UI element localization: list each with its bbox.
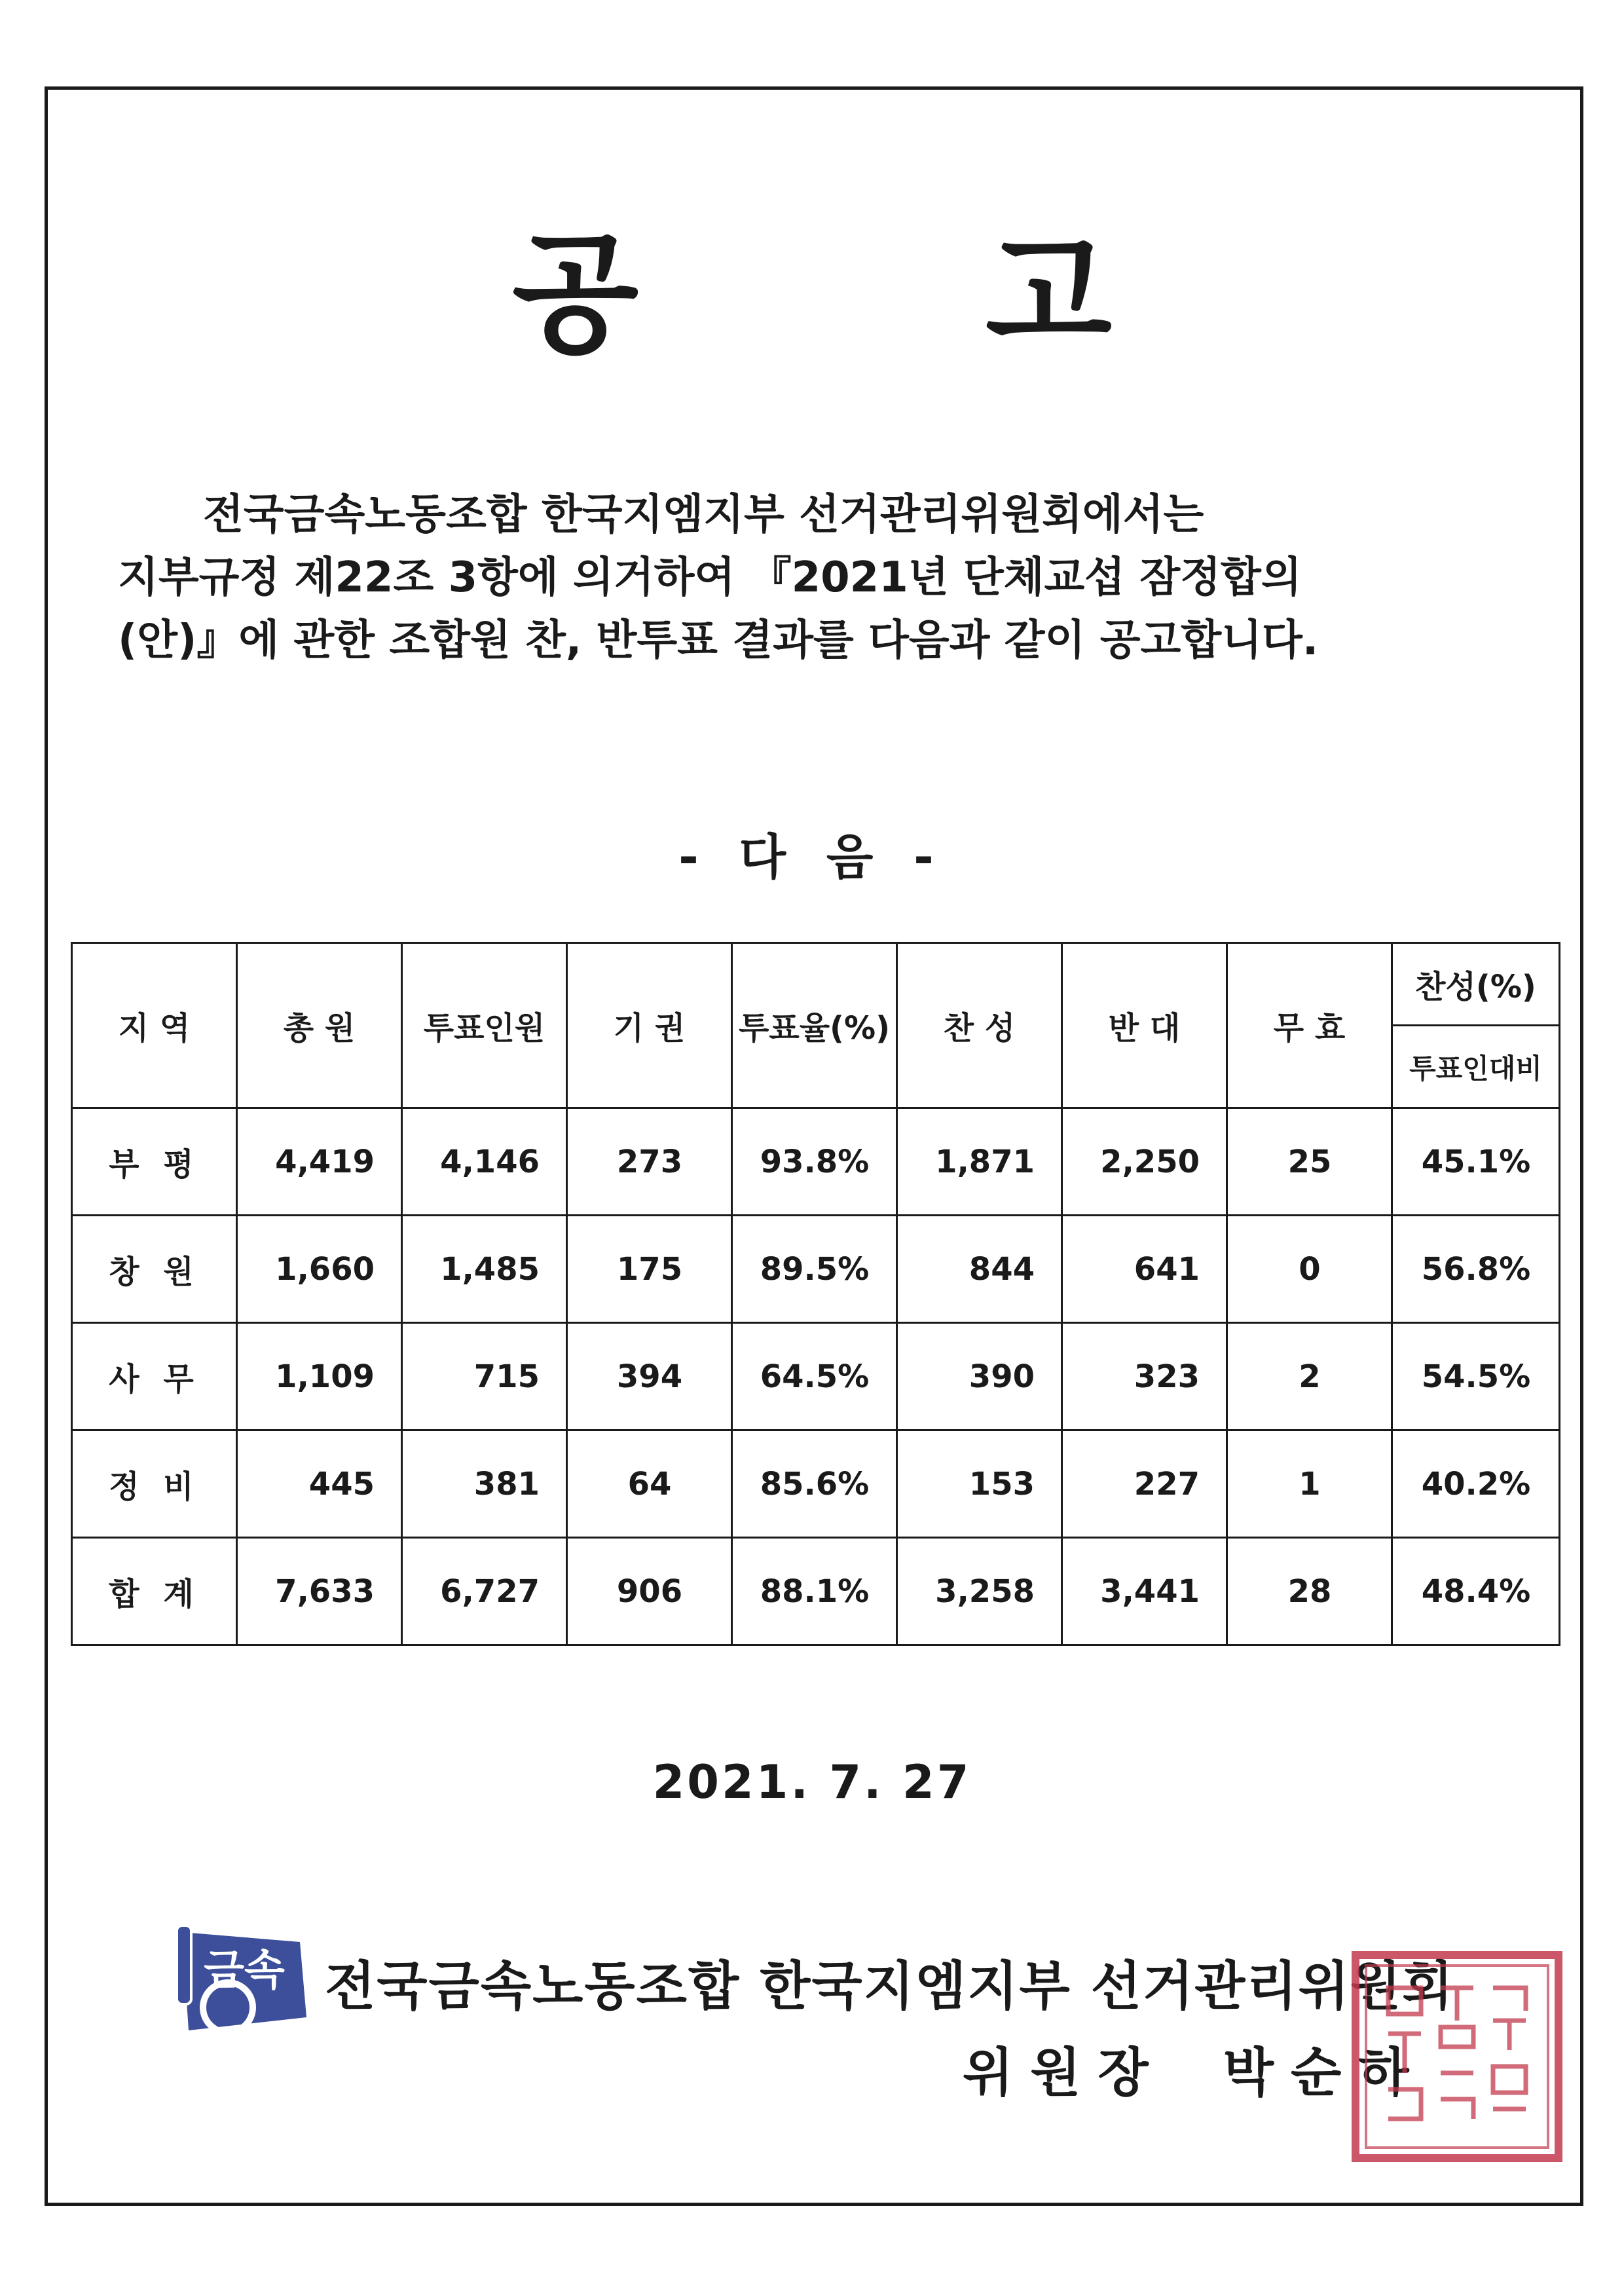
cell-yes: 3,258 bbox=[897, 1538, 1062, 1645]
table-row bbox=[72, 1430, 1560, 1538]
cell-no: 3,441 bbox=[1062, 1538, 1227, 1645]
cell-region: 창 원 bbox=[72, 1216, 237, 1323]
cell-yes: 1,871 bbox=[897, 1108, 1062, 1216]
cell-total: 445 bbox=[237, 1430, 402, 1538]
table-row bbox=[72, 1323, 1560, 1430]
cell-abstain: 273 bbox=[567, 1108, 732, 1216]
cell-total: 7,633 bbox=[237, 1538, 402, 1645]
cell-region: 정 비 bbox=[72, 1430, 237, 1538]
header-yes-pct: 찬성(%) bbox=[1392, 943, 1560, 1026]
cell-turnout: 85.6% bbox=[732, 1430, 897, 1538]
logo-text: 금속 bbox=[204, 1947, 285, 1995]
cell-turnout: 88.1% bbox=[732, 1538, 897, 1645]
header-yes: 찬 성 bbox=[897, 943, 1062, 1108]
header-invalid: 무 효 bbox=[1227, 943, 1392, 1108]
table-row bbox=[72, 1538, 1560, 1645]
body-line-2: 지부규정 제22조 3항에 의거하여 『2021년 단체교섭 잠정합의 bbox=[118, 553, 1302, 602]
signature-role: 위원장 bbox=[963, 2042, 1166, 2103]
table-row bbox=[72, 1108, 1560, 1216]
header-total: 총 원 bbox=[237, 943, 402, 1108]
cell-voters: 6,727 bbox=[402, 1538, 567, 1645]
cell-yes-pct: 40.2% bbox=[1392, 1430, 1560, 1538]
vote-results-table bbox=[71, 942, 1560, 1646]
cell-abstain: 394 bbox=[567, 1323, 732, 1430]
cell-abstain: 175 bbox=[567, 1216, 732, 1323]
cell-no: 641 bbox=[1062, 1216, 1227, 1323]
cell-yes: 153 bbox=[897, 1430, 1062, 1538]
cell-total: 4,419 bbox=[237, 1108, 402, 1216]
cell-total: 1,660 bbox=[237, 1216, 402, 1323]
header-abstain: 기 권 bbox=[567, 943, 732, 1108]
body-line-3: (안)』에 관한 조합원 찬, 반투표 결과를 다음과 같이 공고합니다. bbox=[118, 616, 1319, 665]
section-heading: - 다 음 - bbox=[678, 829, 946, 886]
cell-region: 사 무 bbox=[72, 1323, 237, 1430]
table-row bbox=[72, 1216, 1560, 1323]
cell-yes: 844 bbox=[897, 1216, 1062, 1323]
cell-yes-pct: 48.4% bbox=[1392, 1538, 1560, 1645]
cell-yes-pct: 56.8% bbox=[1392, 1216, 1560, 1323]
cell-invalid: 25 bbox=[1227, 1108, 1392, 1216]
cell-region: 부 평 bbox=[72, 1108, 237, 1216]
cell-invalid: 28 bbox=[1227, 1538, 1392, 1645]
cell-turnout: 89.5% bbox=[732, 1216, 897, 1323]
cell-total: 1,109 bbox=[237, 1323, 402, 1430]
cell-invalid: 1 bbox=[1227, 1430, 1392, 1538]
notice-title: 공 고 bbox=[511, 219, 1263, 371]
official-seal-icon bbox=[1349, 1949, 1565, 2165]
notice-body bbox=[118, 483, 1526, 672]
cell-no: 227 bbox=[1062, 1430, 1227, 1538]
cell-yes: 390 bbox=[897, 1323, 1062, 1430]
cell-voters: 1,485 bbox=[402, 1216, 567, 1323]
header-yes-pct-sub: 투표인대비 bbox=[1392, 1026, 1560, 1108]
cell-invalid: 2 bbox=[1227, 1323, 1392, 1430]
cell-turnout: 93.8% bbox=[732, 1108, 897, 1216]
cell-yes-pct: 54.5% bbox=[1392, 1323, 1560, 1430]
cell-region: 합 계 bbox=[72, 1538, 237, 1645]
header-region: 지 역 bbox=[72, 943, 237, 1108]
cell-invalid: 0 bbox=[1227, 1216, 1392, 1323]
organization-name: 전국금속노동조합 한국지엠지부 선거관리위원회 bbox=[325, 1956, 1454, 2017]
signature-name: 박순하 bbox=[1223, 2042, 1426, 2103]
cell-voters: 4,146 bbox=[402, 1108, 567, 1216]
header-no: 반 대 bbox=[1062, 943, 1227, 1108]
cell-yes-pct: 45.1% bbox=[1392, 1108, 1560, 1216]
cell-abstain: 64 bbox=[567, 1430, 732, 1538]
cell-no: 2,250 bbox=[1062, 1108, 1227, 1216]
header-voters: 투표인원 bbox=[402, 943, 567, 1108]
cell-abstain: 906 bbox=[567, 1538, 732, 1645]
union-logo-icon bbox=[162, 1919, 313, 2037]
notice-date: 2021. 7. 27 bbox=[652, 1755, 972, 1809]
body-line-1: 전국금속노동조합 한국지엠지부 선거관리위원회에서는 bbox=[203, 491, 1204, 539]
cell-turnout: 64.5% bbox=[732, 1323, 897, 1430]
header-turnout: 투표율(%) bbox=[732, 943, 897, 1108]
cell-voters: 715 bbox=[402, 1323, 567, 1430]
cell-no: 323 bbox=[1062, 1323, 1227, 1430]
cell-voters: 381 bbox=[402, 1430, 567, 1538]
